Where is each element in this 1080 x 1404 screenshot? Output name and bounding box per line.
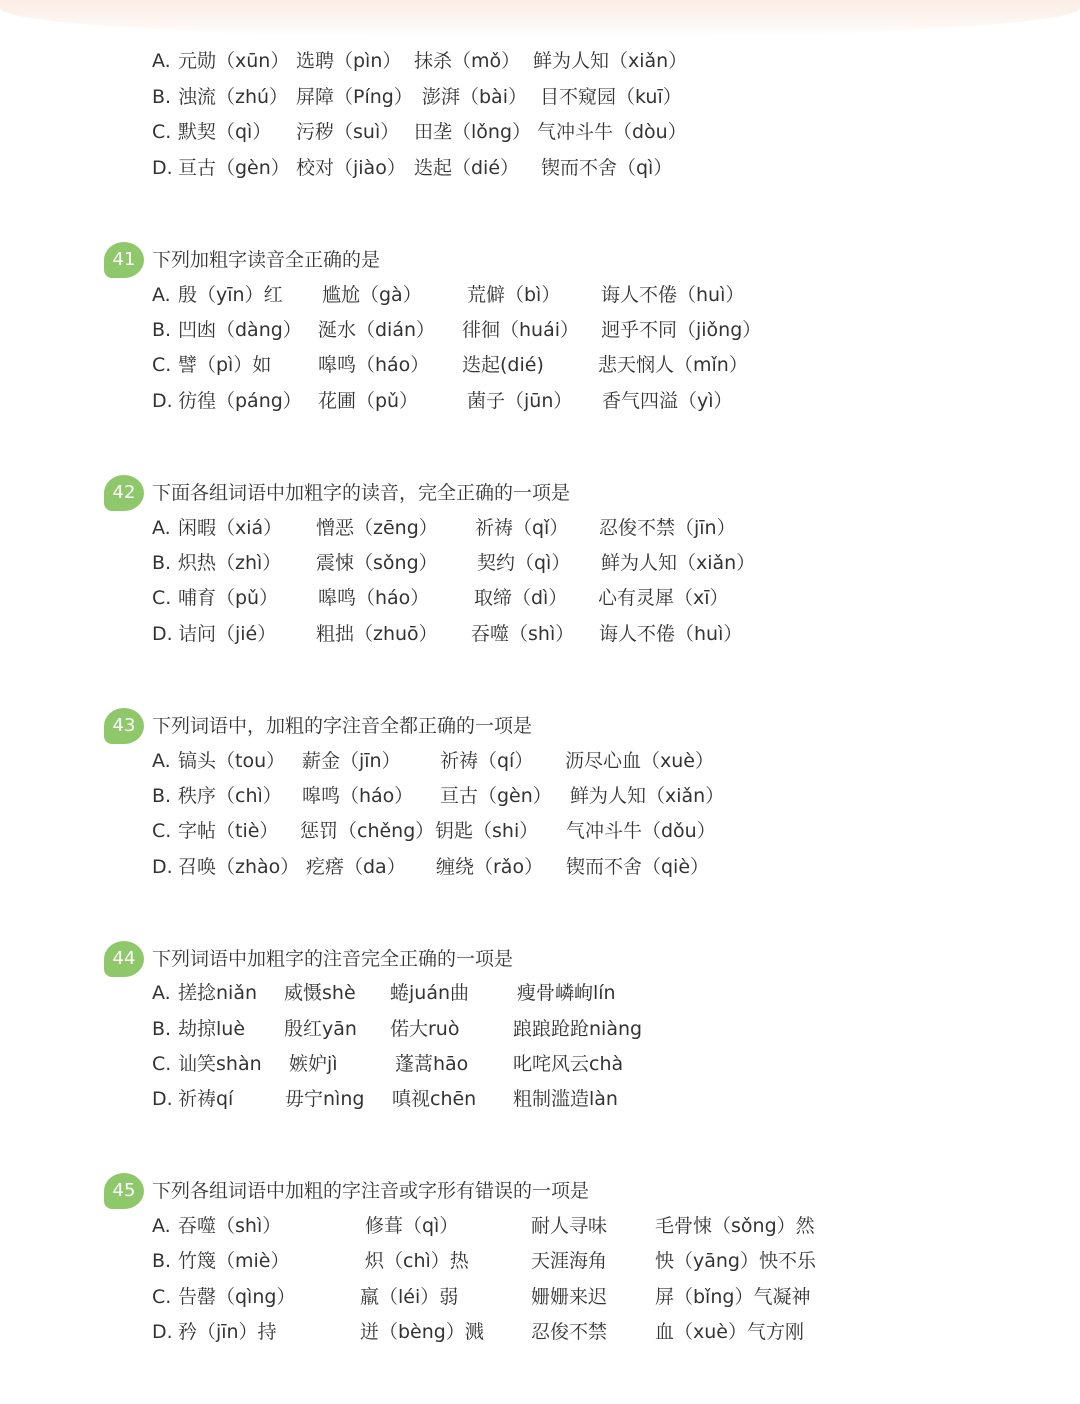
option-item: 香气四溢（yì）	[602, 390, 733, 412]
option-item: 锲而不舍（qì）	[541, 157, 673, 179]
option-item: 疙瘩（da）	[306, 856, 406, 878]
option-item: 踉踉跄跄niàng	[513, 1018, 643, 1040]
option-item: 诲人不倦（huì）	[599, 623, 743, 645]
option-item: 元勋（xūn）	[178, 50, 290, 72]
option-item: 钥匙（shi）	[435, 820, 539, 842]
option-item: 字帖（tiè）	[178, 820, 279, 842]
option-label: D.	[152, 856, 173, 878]
option-item: 蓬蒿hāo	[395, 1053, 469, 1075]
option-item: 契约（qì）	[477, 552, 571, 574]
option-item: 哺育（pǔ）	[178, 587, 279, 609]
option-label: D.	[152, 390, 173, 412]
question-text: 下列各组词语中加粗的字注音或字形有错误的一项是	[152, 1180, 590, 1202]
option-item: 讪笑shàn	[178, 1053, 262, 1075]
option-item: 惩罚（chěng）	[300, 820, 435, 842]
option-item: 污秽（suì）	[296, 121, 400, 143]
option-item: 毋宁nìng	[285, 1088, 365, 1110]
option-label: A.	[152, 750, 171, 772]
option-item: 忍俊不禁	[531, 1321, 608, 1343]
option-item: 羸（léi）弱	[360, 1286, 459, 1308]
question-number-badge: 45	[104, 1173, 144, 1209]
option-item: 荒僻（bì）	[467, 284, 561, 306]
option-label: B.	[152, 785, 172, 807]
question-number-badge: 43	[104, 708, 144, 744]
option-item: 气冲斗牛（dòu）	[537, 121, 687, 143]
question-number-badge: 44	[104, 941, 144, 977]
option-label: A.	[152, 50, 171, 72]
option-item: 忍俊不禁（jīn）	[599, 517, 736, 539]
option-item: 缠绕（rǎo）	[436, 856, 544, 878]
option-item: 嗥鸣（háo）	[302, 785, 414, 807]
option-item: 竹篾（miè）	[178, 1250, 290, 1272]
option-item: 祈祷（qí）	[440, 750, 534, 772]
option-item: 气冲斗牛（dǒu）	[566, 820, 716, 842]
option-item: 目不窥园（kuī）	[540, 86, 682, 108]
option-item: 姗姗来迟	[531, 1286, 608, 1308]
option-item: 告罄（qìng）	[178, 1286, 296, 1308]
option-item: 威慑shè	[284, 982, 356, 1004]
option-item: 亘古（gèn）	[178, 157, 290, 179]
option-item: 选聘（pìn）	[296, 50, 402, 72]
question-text: 下列词语中，加粗的字注音全都正确的一项是	[152, 715, 533, 737]
option-item: 心有灵犀（xī）	[598, 587, 729, 609]
option-label: D.	[152, 157, 173, 179]
option-item: 粗制滥造làn	[513, 1088, 618, 1110]
option-item: 召唤（zhào）	[178, 856, 300, 878]
option-label: B.	[152, 1250, 172, 1272]
option-item: 薪金（jīn）	[302, 750, 401, 772]
option-label: B.	[152, 1018, 172, 1040]
option-label: B.	[152, 86, 172, 108]
option-item: 亘古（gèn）	[440, 785, 552, 807]
option-label: D.	[152, 1088, 173, 1110]
option-item: 嗥鸣（háo）	[318, 354, 430, 376]
option-item: 田垄（lǒng）	[414, 121, 532, 143]
top-decoration-band	[0, 0, 1080, 38]
option-item: 嗥鸣（háo）	[318, 587, 430, 609]
option-item: 血（xuè）气方刚	[655, 1321, 804, 1343]
option-item: 锲而不舍（qiè）	[566, 856, 710, 878]
option-item: 毛骨悚（sǒng）然	[655, 1215, 815, 1237]
option-item: 秩序（chì）	[178, 785, 282, 807]
option-item: 瘦骨嶙峋lín	[517, 982, 616, 1004]
option-item: 嗔视chēn	[392, 1088, 477, 1110]
option-item: 祈祷qí	[178, 1088, 234, 1110]
option-label: C.	[152, 587, 172, 609]
option-item: 屏障（Píng）	[296, 86, 413, 108]
option-item: 菌子（jūn）	[467, 390, 573, 412]
option-item: 憎恶（zēng）	[316, 517, 438, 539]
option-item: 迭起（dié）	[414, 157, 520, 179]
option-item: 鲜为人知（xiǎn）	[601, 552, 756, 574]
option-label: C.	[152, 354, 172, 376]
option-item: 迸（bèng）溅	[360, 1321, 484, 1343]
option-label: C.	[152, 1053, 172, 1075]
option-item: 叱咤风云chà	[513, 1053, 624, 1075]
option-item: 修葺（qì）	[365, 1215, 459, 1237]
option-item: 譬（pì）如	[178, 354, 272, 376]
option-item: 花圃（pǔ）	[318, 390, 419, 412]
option-item: 殷（yīn）红	[178, 284, 283, 306]
option-item: 鲜为人知（xiǎn）	[570, 785, 725, 807]
question-text: 下面各组词语中加粗字的读音，完全正确的一项是	[152, 482, 571, 504]
option-item: 澎湃（bài）	[422, 86, 527, 108]
option-item: 劫掠luè	[178, 1018, 246, 1040]
option-item: 天涯海角	[531, 1250, 608, 1272]
option-item: 悲天悯人（mǐn）	[598, 354, 748, 376]
option-item: 迥乎不同（jiǒng）	[601, 319, 762, 341]
option-label: B.	[152, 552, 172, 574]
question-number-badge: 42	[104, 475, 144, 511]
option-label: A.	[152, 1215, 171, 1237]
option-item: 闲暇（xiá）	[178, 517, 283, 539]
option-label: A.	[152, 284, 171, 306]
option-item: 炽（chì）热	[365, 1250, 469, 1272]
option-item: 祈祷（qǐ）	[475, 517, 569, 539]
option-item: 矜（jīn）持	[178, 1321, 277, 1343]
option-item: 涎水（dián）	[318, 319, 436, 341]
option-label: D.	[152, 1321, 173, 1343]
option-item: 炽热（zhì）	[178, 552, 282, 574]
option-item: 殷红yān	[284, 1018, 357, 1040]
option-item: 吞噬（shì）	[471, 623, 575, 645]
option-item: 迭起(dié)	[462, 354, 544, 376]
option-item: 彷徨（páng）	[178, 390, 302, 412]
option-item: 嫉妒jì	[289, 1053, 338, 1075]
option-label: B.	[152, 319, 172, 341]
option-item: 沥尽心血（xuè）	[565, 750, 714, 772]
option-item: 搓捻niǎn	[178, 982, 258, 1004]
option-item: 浊流（zhú）	[178, 86, 289, 108]
option-item: 诲人不倦（huì）	[601, 284, 745, 306]
option-label: C.	[152, 1286, 172, 1308]
option-item: 镐头（tou）	[178, 750, 286, 772]
option-item: 怏（yāng）怏不乐	[655, 1250, 816, 1272]
option-item: 抹杀（mǒ）	[414, 50, 521, 72]
question-text: 下列加粗字读音全正确的是	[152, 249, 381, 271]
option-label: D.	[152, 623, 173, 645]
question-number-badge: 41	[104, 242, 144, 278]
option-item: 偌大ruò	[390, 1018, 460, 1040]
option-item: 蜷juán曲	[390, 982, 470, 1004]
option-item: 耐人寻味	[531, 1215, 608, 1237]
option-label: C.	[152, 820, 172, 842]
option-label: A.	[152, 517, 171, 539]
option-item: 校对（jiào）	[296, 157, 406, 179]
option-label: C.	[152, 121, 172, 143]
option-item: 尴尬（gà）	[322, 284, 422, 306]
question-text: 下列词语中加粗字的注音完全正确的一项是	[152, 948, 514, 970]
option-label: A.	[152, 982, 171, 1004]
option-item: 粗拙（zhuō）	[316, 623, 438, 645]
option-item: 徘徊（huái）	[462, 319, 580, 341]
option-item: 吞噬（shì）	[178, 1215, 282, 1237]
option-item: 默契（qì）	[178, 121, 272, 143]
option-item: 震悚（sǒng）	[316, 552, 438, 574]
option-item: 取缔（dì）	[474, 587, 568, 609]
option-item: 凹凼（dàng）	[178, 319, 302, 341]
option-item: 屏（bǐng）气凝神	[655, 1286, 811, 1308]
option-item: 诘问（jié）	[178, 623, 277, 645]
option-item: 鲜为人知（xiǎn）	[533, 50, 688, 72]
